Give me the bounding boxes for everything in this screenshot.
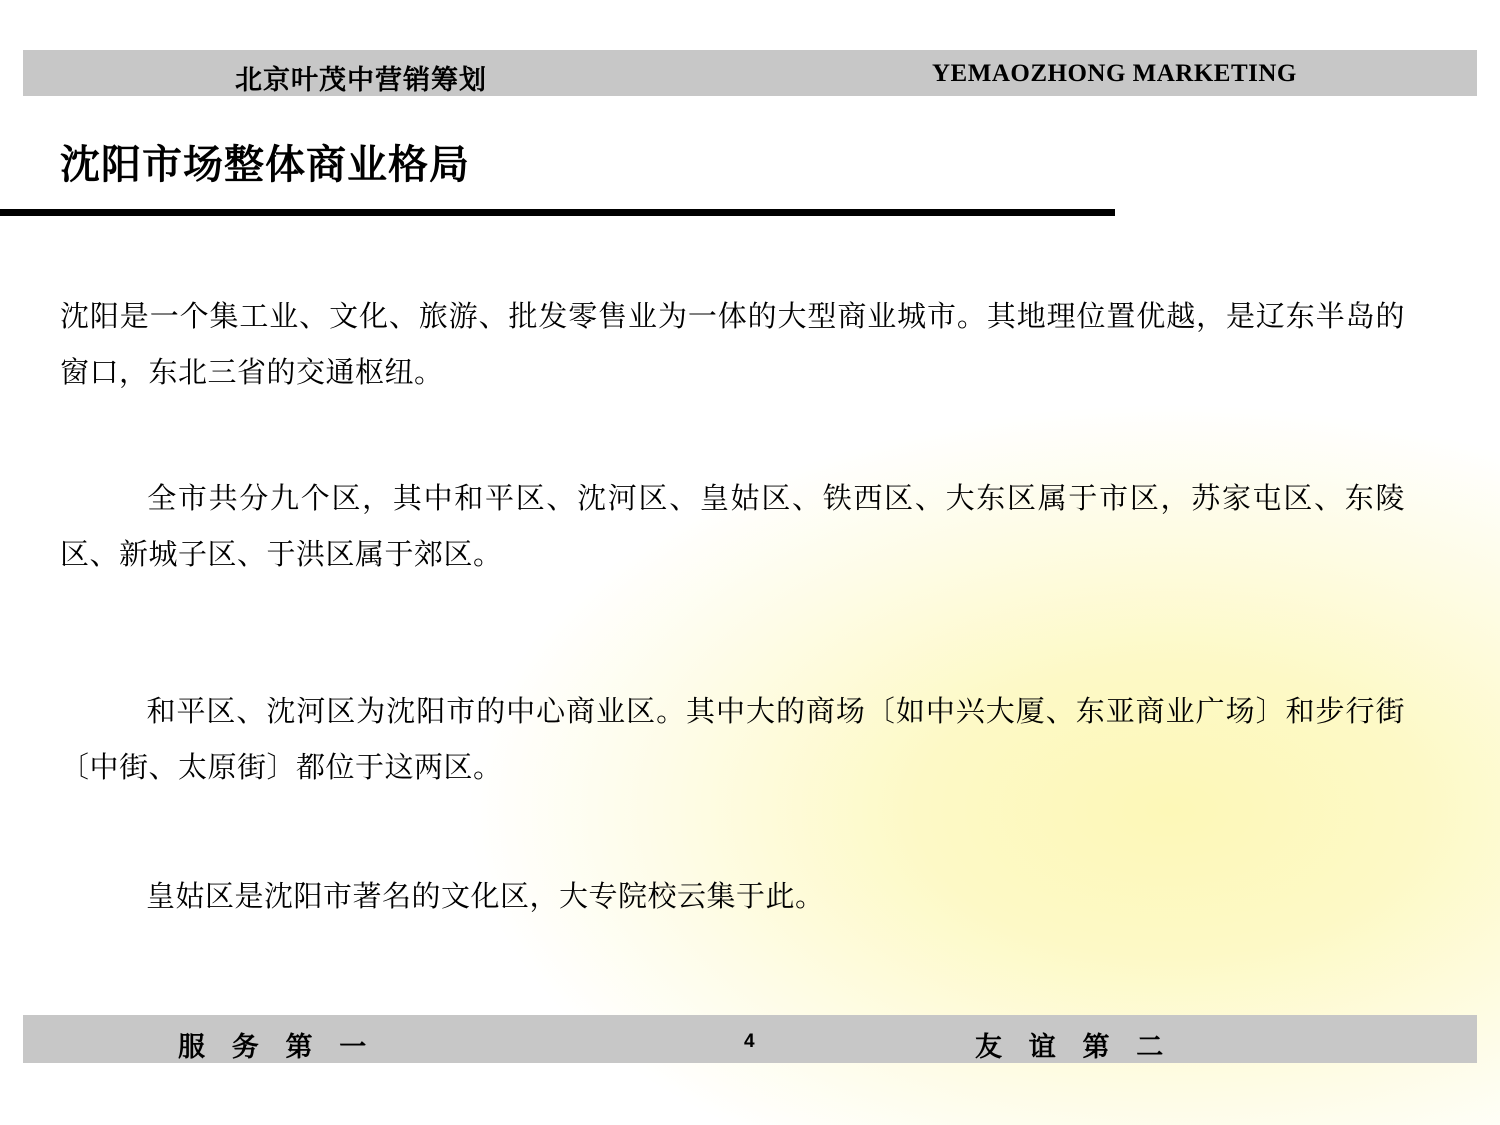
body-paragraph-4-text: 皇姑区是沈阳市著名的文化区，大专院校云集于此。 xyxy=(146,879,825,913)
body-paragraph-4 xyxy=(60,868,1405,924)
header-company-en: YEMAOZHONG MARKETING xyxy=(932,60,1297,87)
body-paragraph-2 xyxy=(60,470,1405,582)
body-paragraph-2-text: 全市共分九个区，其中和平区、沈河区、皇姑区、铁西区、大东区属于市区，苏家屯区、东陵区、新城子区、于洪区属于郊区。 xyxy=(60,481,1405,571)
footer-page-number: 4 xyxy=(744,1031,755,1052)
body-paragraph-3 xyxy=(60,683,1405,795)
header-company-cn: 北京叶茂中营销筹划 xyxy=(235,65,487,95)
footer-slogan-left: 服 务 第 一 xyxy=(178,1032,377,1062)
body-paragraph-3-text: 和平区、沈河区为沈阳市的中心商业区。其中大的商场〔如中兴大厦、东亚商业广场〕和步行街〔中街、太原街〕都位于这两区。 xyxy=(60,694,1405,784)
title-divider xyxy=(0,209,1115,216)
page-title: 沈阳市场整体商业格局 xyxy=(60,142,470,188)
body-paragraph-1: 沈阳是一个集工业、文化、旅游、批发零售业为一体的大型商业城市。其地理位置优越，是辽东半岛的窗口，东北三省的交通枢纽。 xyxy=(60,299,1405,389)
footer-slogan-right: 友 谊 第 二 xyxy=(975,1032,1174,1062)
